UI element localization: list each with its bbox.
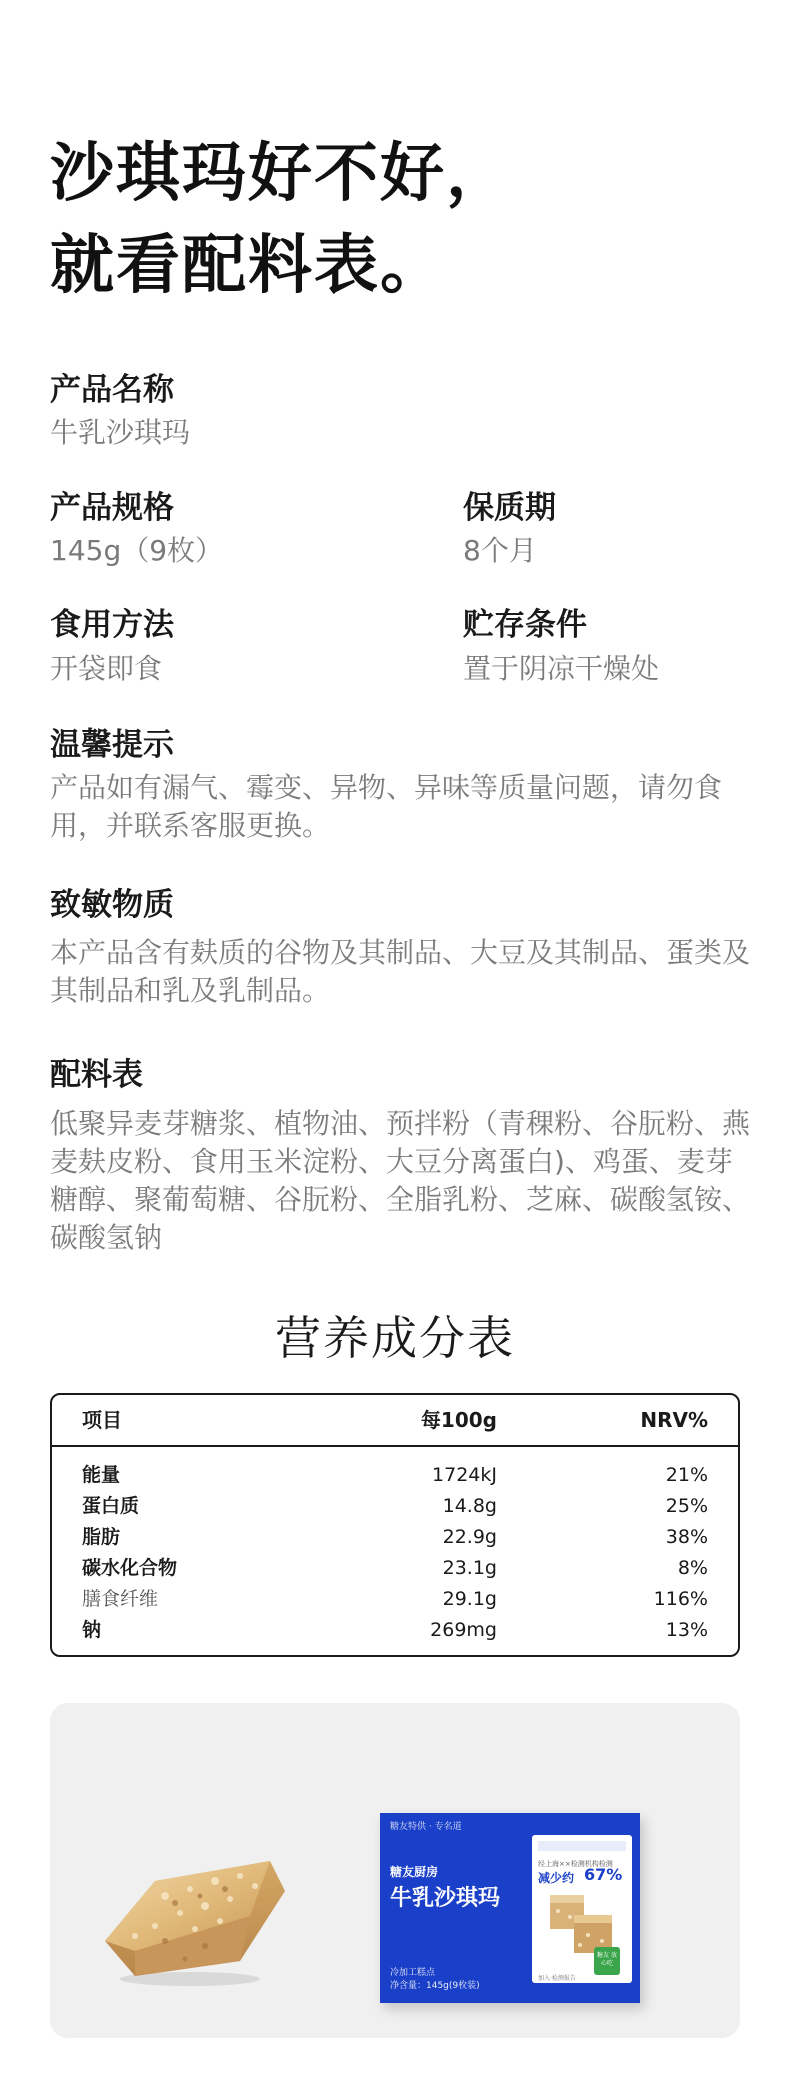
usage-value: 开袋即食 xyxy=(50,652,163,685)
claim-text: 减少约 xyxy=(538,1871,575,1885)
box-process: 冷加工糕点 xyxy=(390,1968,436,1978)
header-nrv: NRV% xyxy=(640,1408,708,1432)
nutrient-value: 269mg xyxy=(430,1619,497,1641)
table-row xyxy=(52,1462,738,1493)
nutrient-value: 1724kJ xyxy=(432,1464,497,1486)
nutrient-name: 膳食纤维 xyxy=(82,1588,159,1610)
nutrient-nrv: 8% xyxy=(677,1557,708,1579)
table-row xyxy=(52,1524,738,1555)
product-image-panel xyxy=(50,1703,740,2038)
shelf-life-label: 保质期 xyxy=(463,490,556,526)
nutrient-value: 23.1g xyxy=(442,1557,497,1579)
storage-label: 贮存条件 xyxy=(463,607,587,643)
nutrient-value: 14.8g xyxy=(442,1495,497,1517)
badge-text: 糖友 放心吃 xyxy=(597,1952,617,1967)
spec-label: 产品规格 xyxy=(50,490,174,526)
table-row xyxy=(52,1493,738,1524)
nutrient-nrv: 38% xyxy=(665,1526,708,1548)
nutrient-nrv: 13% xyxy=(665,1619,708,1641)
header-item: 项目 xyxy=(82,1408,122,1432)
allergen-text: 本产品含有麸质的谷物及其制品、大豆及其制品、蛋类及其制品和乳及乳制品。 xyxy=(50,936,751,1007)
nutrient-nrv: 21% xyxy=(665,1464,708,1486)
box-brand: 糖友厨房 xyxy=(390,1865,439,1879)
product-name-label: 产品名称 xyxy=(50,372,174,408)
nutrient-value: 22.9g xyxy=(442,1526,497,1548)
header-per100g: 每100g xyxy=(420,1408,497,1432)
box-product-name: 牛乳沙琪玛 xyxy=(390,1886,501,1911)
tips-label: 温馨提示 xyxy=(50,727,174,763)
ingredients-text: 低聚异麦芽糖浆、植物油、预拌粉（青稞粉、谷朊粉、燕麦麸皮粉、食用玉米淀粉、大豆分离蛋白)、鸡蛋、麦芽糖醇、聚葡萄糖、谷朊粉、全脂乳粉、芝麻、碳酸氢铵、碳酸氢钠 xyxy=(50,1107,751,1254)
ingredients-label: 配料表 xyxy=(50,1057,143,1093)
allergen-label: 致敏物质 xyxy=(50,887,174,923)
nutrient-nrv: 116% xyxy=(653,1588,708,1610)
box-small-note: 加入·检测报告 xyxy=(538,1975,576,1982)
table-row xyxy=(52,1586,738,1617)
table-row xyxy=(52,1617,738,1648)
box-net-weight: 净含量：145g(9枚装) xyxy=(390,1981,480,1991)
nutrition-table-header xyxy=(52,1395,738,1447)
nutrient-name: 脂肪 xyxy=(82,1526,121,1548)
box-top-note: 糖友特供 · 专名道 xyxy=(390,1822,462,1832)
table-row xyxy=(52,1555,738,1586)
nutrition-table xyxy=(50,1393,740,1657)
product-box xyxy=(380,1813,640,2003)
claim-percent: 67% xyxy=(584,1865,623,1884)
product-name-value: 牛乳沙琪玛 xyxy=(50,416,191,449)
nutrient-name: 能量 xyxy=(82,1464,121,1486)
nutrient-name: 蛋白质 xyxy=(82,1495,140,1517)
tips-text: 产品如有漏气、霉变、异物、异味等质量问题，请勿食用，并联系客服更换。 xyxy=(50,771,723,842)
box-claim-panel xyxy=(532,1835,632,1983)
spec-value: 145g（9枚） xyxy=(50,534,224,567)
nutrient-nrv: 25% xyxy=(665,1495,708,1517)
storage-value: 置于阴凉干燥处 xyxy=(463,652,660,685)
nutrient-name: 碳水化合物 xyxy=(82,1557,178,1579)
headline-line-1: 沙琪玛好不好， xyxy=(50,137,512,211)
headline-line-2: 就看配料表。 xyxy=(50,229,446,303)
claim-small-text: 经上海××检测机构检测 xyxy=(538,1860,613,1868)
sachima-pastry-image xyxy=(95,1821,295,1991)
nutrient-value: 29.1g xyxy=(442,1588,497,1610)
headline xyxy=(50,128,512,312)
nutrition-title: 营养成分表 xyxy=(275,1311,515,1365)
usage-label: 食用方法 xyxy=(50,607,174,643)
claim-note-bar xyxy=(538,1841,626,1851)
nutrient-name: 钠 xyxy=(82,1619,102,1641)
shelf-life-value: 8个月 xyxy=(463,534,537,567)
